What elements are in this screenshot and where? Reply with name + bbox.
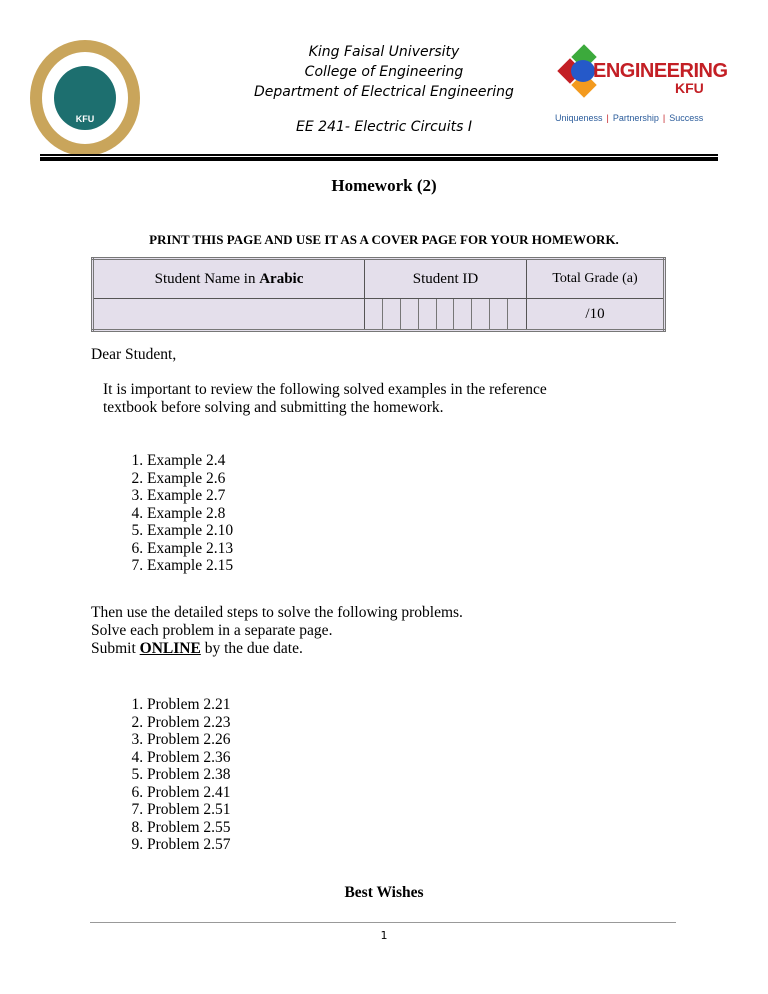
id-header: Student ID xyxy=(365,259,527,299)
kfu-seal-logo: KFU xyxy=(30,40,140,156)
page-number: 1 xyxy=(380,929,388,942)
list-item: 7. Problem 2.51 xyxy=(147,801,231,819)
instruction: PRINT THIS PAGE AND USE IT AS A COVER PAGE FOR YOUR HOMEWORK. xyxy=(149,232,619,247)
list-item: 3. Problem 2.26 xyxy=(147,731,231,749)
list-item: 1. Example 2.4 xyxy=(147,452,233,470)
page-title: Homework (2) xyxy=(331,176,437,195)
list-item: 4. Problem 2.36 xyxy=(147,749,231,767)
department-name: Department of Electrical Engineering xyxy=(254,84,514,100)
list-item: 7. Example 2.15 xyxy=(147,557,233,575)
greeting: Dear Student, xyxy=(91,346,177,363)
intro-line-2: textbook before solving and submitting the homework. xyxy=(103,399,444,416)
name-header: Student Name in Arabic xyxy=(93,259,365,299)
list-item: 8. Problem 2.55 xyxy=(147,819,231,837)
list-item: 1. Problem 2.21 xyxy=(147,696,231,714)
course-name: EE 241- Electric Circuits I xyxy=(296,119,472,135)
intro-line-1: It is important to review the following solved examples in the reference xyxy=(103,381,547,398)
footer-divider xyxy=(90,922,676,923)
engineering-kfu-logo: ENGINEERING KFU xyxy=(555,50,715,100)
name-field[interactable] xyxy=(93,299,365,331)
list-item: 6. Example 2.13 xyxy=(147,540,233,558)
cover-table xyxy=(91,257,666,332)
examples-list xyxy=(107,452,233,575)
list-item: 3. Example 2.7 xyxy=(147,487,233,505)
id-boxes[interactable] xyxy=(365,299,527,331)
header-divider xyxy=(40,154,718,156)
steps-line-1: Then use the detailed steps to solve the following problems. xyxy=(91,604,463,621)
university-name: King Faisal University xyxy=(308,44,460,60)
list-item: 5. Example 2.10 xyxy=(147,522,233,540)
list-item: 5. Problem 2.38 xyxy=(147,766,231,784)
list-item: 4. Example 2.8 xyxy=(147,505,233,523)
college-name: College of Engineering xyxy=(304,64,464,80)
problems-list xyxy=(107,696,231,854)
list-item: 2. Problem 2.23 xyxy=(147,714,231,732)
submit-line: Submit ONLINE by the due date. xyxy=(91,640,303,657)
steps-line-2: Solve each problem in a separate page. xyxy=(91,622,333,639)
grade-value: /10 xyxy=(527,299,665,331)
closing: Best Wishes xyxy=(344,884,424,901)
header-divider-thick xyxy=(40,157,718,161)
list-item: 9. Problem 2.57 xyxy=(147,836,231,854)
logo-tagline: Uniqueness | Partnership | Success xyxy=(555,113,704,123)
list-item: 6. Problem 2.41 xyxy=(147,784,231,802)
list-item: 2. Example 2.6 xyxy=(147,470,233,488)
grade-header: Total Grade (a) xyxy=(527,259,665,299)
